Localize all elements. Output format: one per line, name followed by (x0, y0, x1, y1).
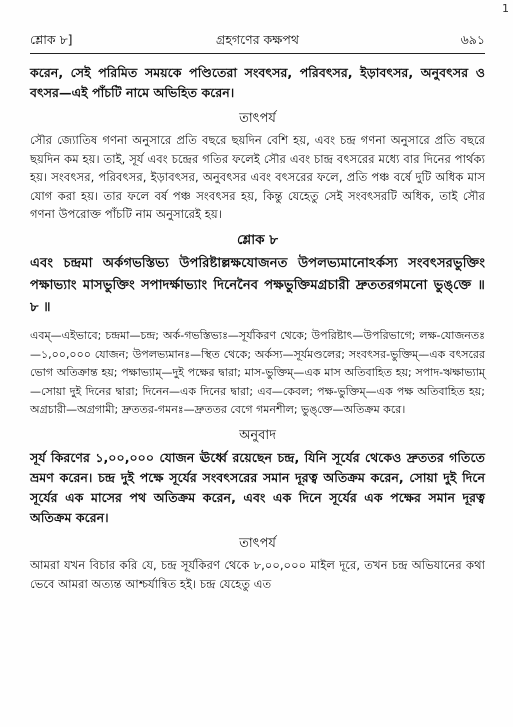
running-header (30, 30, 485, 50)
translation-text: সূর্য কিরণের ১,০০,০০০ যোজন ঊর্ধ্বে রয়েছেন চন্দ্র, যিনি সূর্যের থেকেও দ্রুততর গতিতে ভ্রমণ করেন। চন্দ্র দুই পক্ষে সূর্যের সংবৎসরের সমান দূরত্ব অতিক্রম করেন, সোয়া দুই দিনে সূর্যের এক মাসের পথ অতিক্রম করেন, এবং এক দিনে সূর্যের এক পক্ষের সমান দূরত্ব অতিক্রম করেন। (30, 449, 485, 525)
continued-translation: করেন, সেই পরিমিত সময়কে পণ্ডিতেরা সংবৎসর, পরিবৎসর, ইড়াবৎসর, অনুবৎসর ও বৎসর—এই পাঁচটি নামে অভিহিত করেন। (30, 65, 485, 100)
purport-heading-2: তাৎপর্য (239, 535, 276, 551)
purport-text-2: আমরা যখন বিচার করি যে, চন্দ্র সূর্যকিরণ থেকে ৮,০০,০০০ মাইল দূরে, তখন চন্দ্র অভিযানের কথা ভেবে আমরা অত্যন্ত আশ্চর্যান্বিত হই। চন্দ্র যেহেতু এত (30, 557, 485, 591)
purport-heading: তাৎপর্য (239, 111, 276, 126)
translation-heading: অনুবাদ (239, 427, 276, 443)
header-rule (30, 53, 485, 54)
purport-text: সৌর জ্যোতিষ গণনা অনুসারে প্রতি বছরে ছয়দিন বেশি হয়, এবং চন্দ্র গণনা অনুসারে প্রতি বছরে ছয়দিন কম হয়। তাই, সূর্য এবং চন্দ্রের গতির ফলেই সৌর এবং চান্দ্র বৎসরের মধ্যে বার দিনের পার্থক্য হয়। সংবৎসর, পরিবৎসর, ইড়াবৎসর, অনুবৎসর এবং বৎসরের ফলে, প্রতি পঞ্চ বর্ষে দুটি অধিক মাস যোগ করা হয়। তার ফলে বর্ষ পঞ্চ সংবৎসর হয়, কিন্তু যেহেতু সেই সংবৎসরটি অধিক, তাই সৌর গণনা উপরোক্ত পাঁচটি নাম অনুসারেই হয়। (30, 133, 485, 222)
header-page-number: ৬৯১ (460, 32, 485, 47)
sanskrit-verse: এবং চন্দ্রমা অর্কগভস্তিভ্য উপরিষ্টাল্লক্ষযোজনত উপলভ্যমানোঽর্কস্য সংবৎসরভুক্তিং পক্ষাভ্যাং মাসভুক্তিং সপাদর্ক্ষাভ্যাং দিনেনৈব পক্ষভুক্তিমগ্রচারী দ্রুততরগমনো ভুঙ্‌ক্তে ॥ ৮ ॥ (30, 255, 485, 315)
corner-mark: 1 (502, 2, 509, 15)
verse-label: শ্লোক ৮ (236, 231, 279, 248)
page-body (30, 63, 485, 593)
word-synonyms: এবম্—এইভাবে; চন্দ্রমা—চন্দ্র; অর্ক-গভস্তিভ্যঃ—সূর্যকিরণ থেকে; উপরিষ্টাৎ—উপরিভাগে; লক্ষ-যোজনতঃ—১,০০,০০০ যোজন; উপলভ্যমানঃ—স্থিত থেকে; অর্কস্য—সূর্যমণ্ডলের; সংবৎসর-ভুক্তিম্—এক বৎসরের ভোগ অতিক্রান্ত হয়; পক্ষাভ্যাম্—দুই পক্ষের দ্বারা; মাস-ভুক্তিম্—এক মাস অতিবাহিত হয়; সপাদ-ঋক্ষাভ্যাম্—সোয়া দুই দিনের দ্বারা; দিনেন—এক দিনের দ্বারা; এব—কেবল; পক্ষ-ভুক্তিম্—এক পক্ষ অতিবাহিত হয়; অগ্রচারী—অগ্রগামী; দ্রুততর-গমনঃ—দ্রুততর বেগে গমনশীল; ভুঙ্‌ক্তে—অতিক্রম করে। (30, 328, 485, 417)
header-chapter-title: গ্রহগণের কক্ষপথ (215, 32, 299, 47)
header-verse-ref: শ্লোক ৮] (30, 32, 73, 47)
